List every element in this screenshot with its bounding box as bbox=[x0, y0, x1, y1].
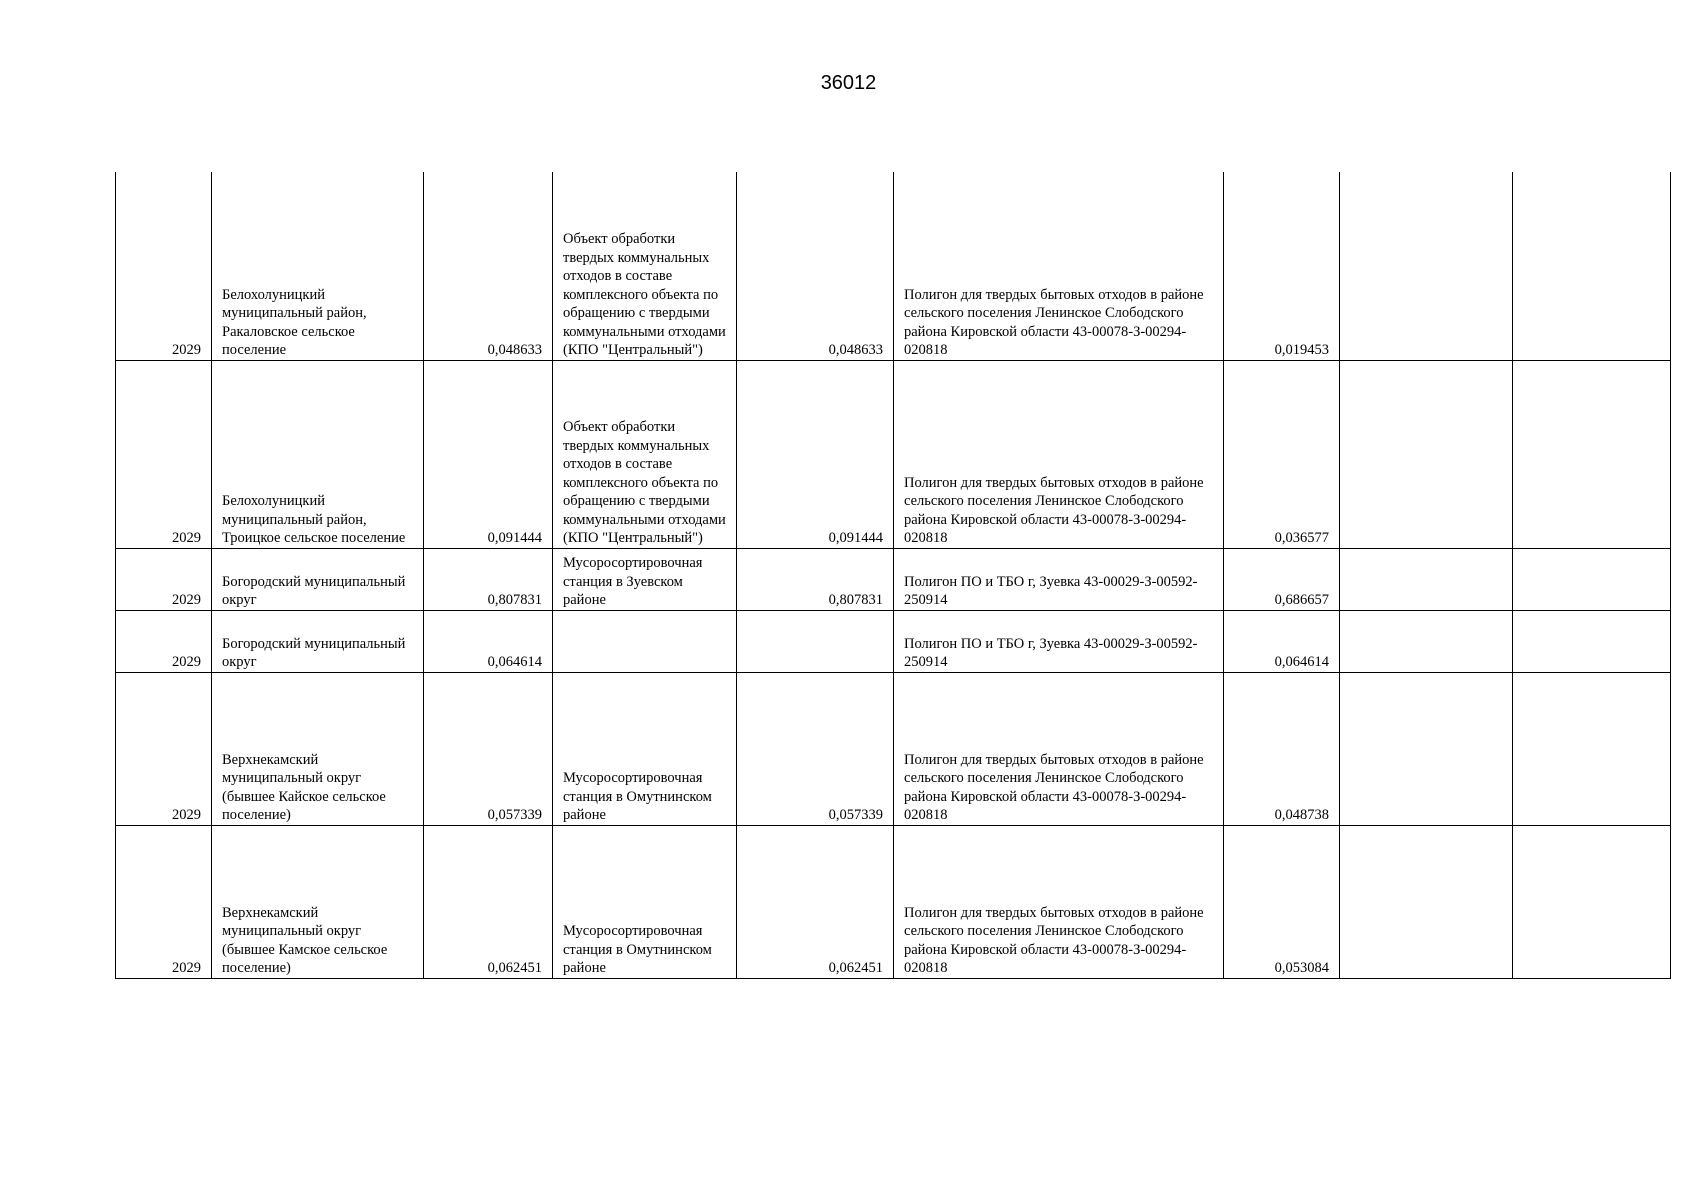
year-cell: 2029 bbox=[116, 610, 212, 672]
empty-cell bbox=[1513, 548, 1671, 610]
volume-cell: 0,057339 bbox=[424, 672, 553, 825]
volume-cell: 0,048633 bbox=[424, 172, 553, 360]
landfill-volume-cell: 0,064614 bbox=[1224, 610, 1340, 672]
landfill-volume-cell: 0,053084 bbox=[1224, 825, 1340, 978]
facility-volume-cell bbox=[737, 610, 894, 672]
municipality-cell: Белохолуницкий муниципальный район, Ракаловское сельское поселение bbox=[212, 172, 424, 360]
landfill-cell: Полигон ПО и ТБО г, Зуевка 43-00029-З-00592-250914 bbox=[894, 610, 1224, 672]
landfill-cell: Полигон для твердых бытовых отходов в районе сельского поселения Ленинское Слободского района Кировской области 43-00078-З-00294-020818 bbox=[894, 672, 1224, 825]
landfill-volume-cell: 0,036577 bbox=[1224, 360, 1340, 548]
landfill-volume-cell: 0,686657 bbox=[1224, 548, 1340, 610]
empty-cell bbox=[1340, 548, 1513, 610]
facility-cell: Мусоросортировочная станция в Зуевском районе bbox=[553, 548, 737, 610]
table-row bbox=[116, 672, 1671, 825]
empty-cell bbox=[1340, 172, 1513, 360]
empty-cell bbox=[1340, 610, 1513, 672]
year-cell: 2029 bbox=[116, 825, 212, 978]
facility-cell bbox=[553, 610, 737, 672]
table-row bbox=[116, 825, 1671, 978]
municipality-cell: Богородский муниципальный округ bbox=[212, 548, 424, 610]
municipality-cell: Богородский муниципальный округ bbox=[212, 610, 424, 672]
landfill-cell: Полигон ПО и ТБО г, Зуевка 43-00029-З-00592-250914 bbox=[894, 548, 1224, 610]
table-row bbox=[116, 360, 1671, 548]
year-cell: 2029 bbox=[116, 172, 212, 360]
municipality-cell: Верхнекамский муниципальный округ (бывшее Кайское сельское поселение) bbox=[212, 672, 424, 825]
facility-cell: Мусоросортировочная станция в Омутнинском районе bbox=[553, 825, 737, 978]
waste-flow-table bbox=[115, 172, 1671, 979]
facility-cell: Объект обработки твердых коммунальных отходов в составе комплексного объекта по обращению с твердыми коммунальными отходами (КПО "Центральный") bbox=[553, 360, 737, 548]
empty-cell bbox=[1513, 825, 1671, 978]
volume-cell: 0,807831 bbox=[424, 548, 553, 610]
facility-volume-cell: 0,048633 bbox=[737, 172, 894, 360]
empty-cell bbox=[1513, 610, 1671, 672]
landfill-cell: Полигон для твердых бытовых отходов в районе сельского поселения Ленинское Слободского района Кировской области 43-00078-З-00294-020818 bbox=[894, 172, 1224, 360]
volume-cell: 0,091444 bbox=[424, 360, 553, 548]
empty-cell bbox=[1513, 360, 1671, 548]
year-cell: 2029 bbox=[116, 672, 212, 825]
landfill-cell: Полигон для твердых бытовых отходов в районе сельского поселения Ленинское Слободского района Кировской области 43-00078-З-00294-020818 bbox=[894, 825, 1224, 978]
table-row bbox=[116, 172, 1671, 360]
facility-volume-cell: 0,057339 bbox=[737, 672, 894, 825]
year-cell: 2029 bbox=[116, 360, 212, 548]
municipality-cell: Белохолуницкий муниципальный район, Троицкое сельское поселение bbox=[212, 360, 424, 548]
facility-volume-cell: 0,807831 bbox=[737, 548, 894, 610]
empty-cell bbox=[1340, 672, 1513, 825]
empty-cell bbox=[1513, 172, 1671, 360]
volume-cell: 0,062451 bbox=[424, 825, 553, 978]
facility-volume-cell: 0,062451 bbox=[737, 825, 894, 978]
landfill-volume-cell: 0,019453 bbox=[1224, 172, 1340, 360]
facility-volume-cell: 0,091444 bbox=[737, 360, 894, 548]
landfill-cell: Полигон для твердых бытовых отходов в районе сельского поселения Ленинское Слободского района Кировской области 43-00078-З-00294-020818 bbox=[894, 360, 1224, 548]
table-row bbox=[116, 548, 1671, 610]
volume-cell: 0,064614 bbox=[424, 610, 553, 672]
municipality-cell: Верхнекамский муниципальный округ (бывшее Камское сельское поселение) bbox=[212, 825, 424, 978]
empty-cell bbox=[1340, 360, 1513, 548]
facility-cell: Мусоросортировочная станция в Омутнинском районе bbox=[553, 672, 737, 825]
landfill-volume-cell: 0,048738 bbox=[1224, 672, 1340, 825]
page-number: 36012 bbox=[820, 72, 877, 94]
year-cell: 2029 bbox=[116, 548, 212, 610]
empty-cell bbox=[1340, 825, 1513, 978]
facility-cell: Объект обработки твердых коммунальных отходов в составе комплексного объекта по обращению с твердыми коммунальными отходами (КПО "Центральный") bbox=[553, 172, 737, 360]
empty-cell bbox=[1513, 672, 1671, 825]
table-row bbox=[116, 610, 1671, 672]
